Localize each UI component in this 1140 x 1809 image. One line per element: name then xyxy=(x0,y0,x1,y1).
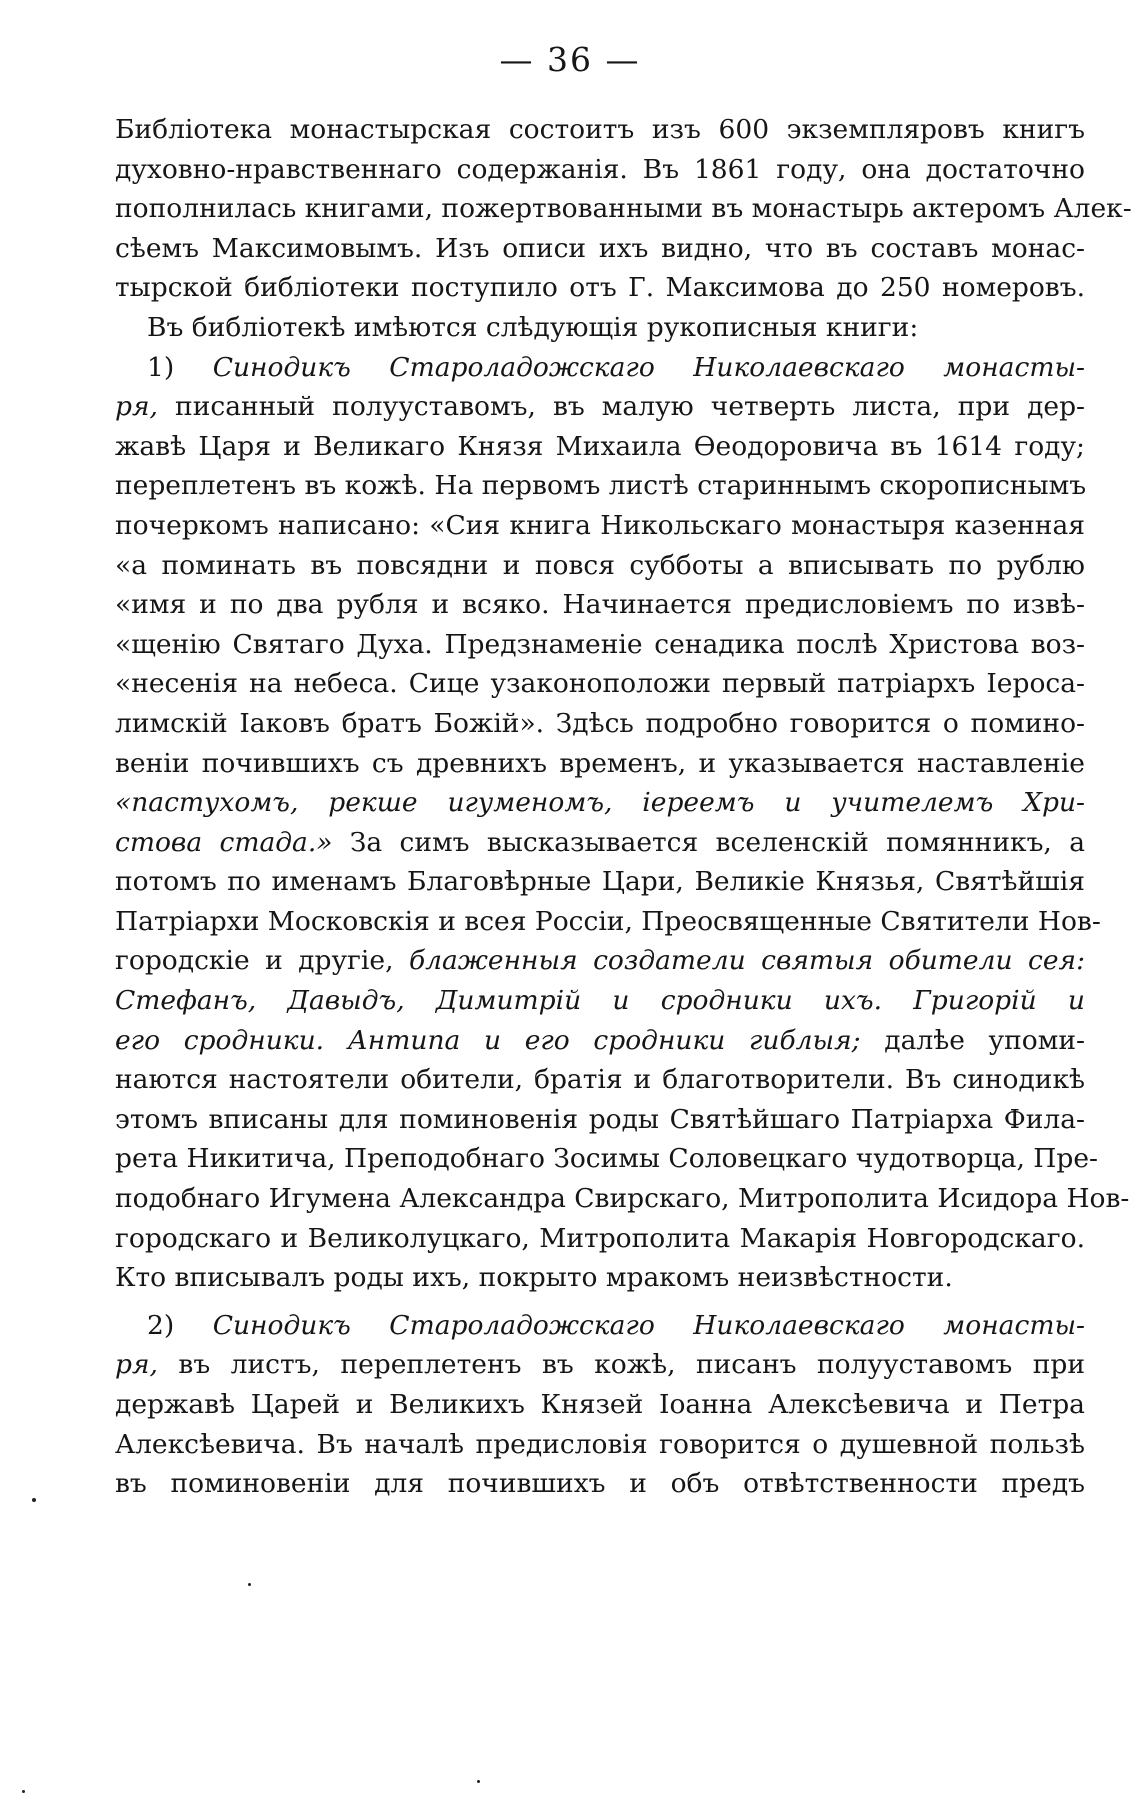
text-line: Библіотека монастырская состоитъ изъ 600 экземпляровъ книгъ xyxy=(115,114,1085,145)
item-2-heading-line xyxy=(115,1306,1085,1346)
text-line: ря, въ листъ, переплетенъ въ кожѣ, писанъ полууставомъ при xyxy=(115,1349,1085,1381)
scan-speck xyxy=(248,1583,251,1586)
text-line: Стефанъ, Давыдъ, Димитрій и сродники ихъ. Григорій и xyxy=(115,985,1085,1017)
text-line: лимскій Іаковъ братъ Божій». Здѣсь подробно говорится о помино- xyxy=(115,707,1085,739)
text-line: наются настоятели обители, братія и благотворители. Въ синодикѣ xyxy=(115,1064,1085,1096)
text-line: пополнилась книгами, пожертвованными въ монастырь актеромъ Алек- xyxy=(115,193,1132,225)
quote-line: «пастухомъ, рекше игуменомъ, іереемъ и учителемъ Хри- xyxy=(115,787,1085,819)
text-line: Въ библіотекѣ имѣются слѣдующія рукописныя книги: xyxy=(147,311,919,343)
item-1-title-end: ря, xyxy=(115,391,158,423)
text-line: Кто вписывалъ роды ихъ, покрыто мракомъ неизвѣстности. xyxy=(115,1262,953,1294)
text-line: «имя и по два рубля и всяко. Начинается предисловіемъ по извѣ- xyxy=(115,589,1085,621)
page-number: — 36 — xyxy=(499,40,641,79)
item-2-title: Синодикъ Староладожскаго Николаевскаго монасты- xyxy=(212,1309,1085,1341)
text-line: «щенію Святаго Духа. Предзнаменіе сенадика послѣ Христова воз- xyxy=(115,628,1085,660)
text-line: стова стада.» За симъ высказывается вселенскій помянникъ, а xyxy=(115,826,1085,858)
text-line: тырской библіотеки поступило отъ Г. Максимова до 250 номеровъ. xyxy=(115,272,1085,304)
text-line: духовно-нравственнаго содержанія. Въ 1861 году, она достаточно xyxy=(115,153,1085,185)
scan-speck xyxy=(477,1780,480,1783)
text-line: потомъ по именамъ Благовѣрные Цари, Великіе Князья, Святѣйшія xyxy=(115,866,1085,898)
item-1-heading-line xyxy=(115,348,1085,388)
text-line: переплетенъ въ кожѣ. На первомъ листѣ стариннымъ скорописнымъ xyxy=(115,470,1087,502)
scan-speck xyxy=(22,1790,25,1793)
item-2-title-end: ря, xyxy=(115,1349,158,1381)
scan-speck xyxy=(32,1498,36,1502)
text-line: жавѣ Царя и Великаго Князя Михаила Ѳеодоровича въ 1614 году; xyxy=(115,430,1085,462)
text-line: державѣ Царей и Великихъ Князей Іоанна Алексѣевича и Петра xyxy=(115,1389,1085,1420)
paragraph-gap xyxy=(115,1298,1085,1306)
text-line: его сродники. Антипа и его сродники гиблыя; далѣе упоми- xyxy=(115,1024,1085,1056)
text-line: «несенія на небеса. Сице узаконоположи первый патріархъ Іероса- xyxy=(115,668,1085,700)
item-1-number: 1) xyxy=(147,351,175,383)
text-line: рета Никитича, Преподобнаго Зосимы Соловецкаго чудотворца, Пре- xyxy=(115,1143,1098,1175)
text-line: ря, писанный полууставомъ, въ малую четверть листа, при дер- xyxy=(115,391,1085,423)
item-1-title: Синодикъ Староладожскаго Николаевскаго монасты- xyxy=(212,351,1085,383)
text-line: городскаго и Великолуцкаго, Митрополита Макарія Новгородскаго. xyxy=(115,1222,1085,1254)
text-line: въ поминовеніи для почившихъ и объ отвѣтственности предъ xyxy=(115,1468,1085,1500)
text-line: городскіе и другіе, блаженныя создатели святыя обители сея: xyxy=(115,945,1085,977)
text-line: подобнаго Игумена Александра Свирскаго, Митрополита Исидора Нов- xyxy=(115,1183,1130,1215)
text-line: «а поминать въ повсядни и повся субботы а вписывать по рублю xyxy=(115,549,1085,581)
text-line: сѣемъ Максимовымъ. Изъ описи ихъ видно, что въ составъ монас- xyxy=(115,232,1085,264)
text-line: Алексѣевича. Въ началѣ предисловія говорится о душевной пользѣ xyxy=(115,1428,1085,1460)
text-line: Патріархи Московскія и всея Россіи, Преосвященные Святители Нов- xyxy=(115,905,1101,937)
page-body xyxy=(115,110,1132,1504)
text-line: этомъ вписаны для поминовенія роды Святѣйшаго Патріарха Фила- xyxy=(115,1103,1085,1135)
text-line: веніи почившихъ съ древнихъ временъ, и указывается наставленіе xyxy=(115,747,1085,779)
text-line: почеркомъ написано: «Сия книга Никольскаго монастыря казенная xyxy=(115,509,1085,541)
item-2-number: 2) xyxy=(147,1309,175,1341)
